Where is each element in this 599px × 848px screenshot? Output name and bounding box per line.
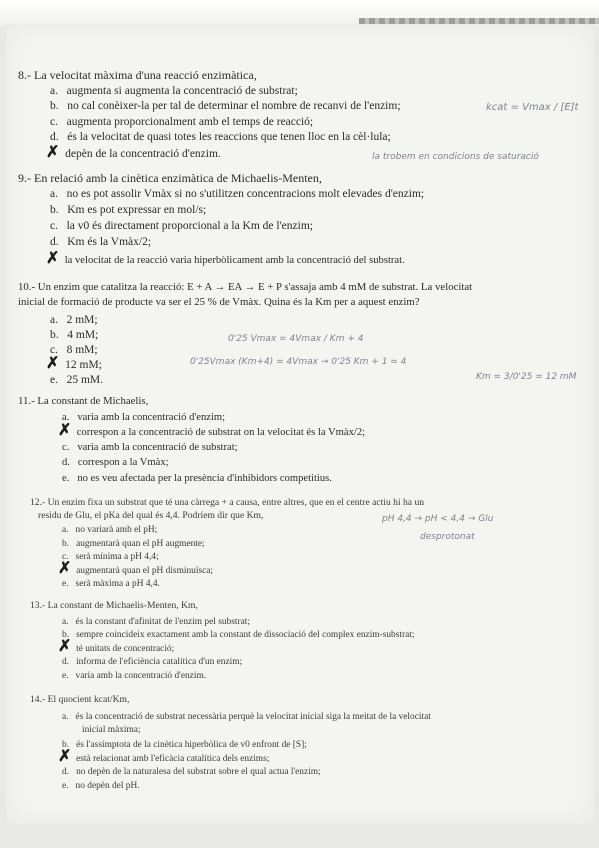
q12-stem-line2: residu de Glu, el pKa del qual és 4,4. Podríem dir que Km, [38, 510, 264, 521]
q14-option-e: e. no depèn del pH. [62, 781, 140, 791]
checkmark-icon: ✗ [58, 422, 72, 439]
q12-stem-line1: 12.- Un enzim fixa un substrat que té una càrrega + a causa, entre altres, que en el centre actiu hi ha un [30, 497, 425, 508]
q10-option-a: a. 2 mM; [50, 314, 98, 326]
checkmark-icon: ✗ [58, 560, 72, 577]
q12-option-c: c. serà mínima a pH 4,4; [62, 552, 159, 562]
q13-option-a: a. és la constant d'afinitat de l'enzim pel substrat; [62, 617, 250, 627]
q12-option-e: e. serà màxima a pH 4,4. [62, 579, 160, 589]
q9-option-b: b. Km es pot expressar en mol/s; [50, 204, 207, 216]
q9-stem: 9.- En relació amb la cinètica enzimàtica de Michaelis-Menten, [18, 171, 322, 185]
q12-option-a: a. no variarà amb el pH; [62, 525, 158, 535]
q14-option-a-cont: inicial màxima; [82, 725, 141, 735]
q14-option-a: a. és la concentració de substrat necessària perquè la velocitat inicial siga la meitat de la velocitat [62, 712, 431, 722]
q14-stem: 14.- El quocient kcat/Km, [30, 694, 130, 705]
handwritten-note: pH 4,4 → pH < 4,4 → Glu [382, 514, 494, 524]
q14-option-c: ✗ està relacionat amb l'eficàcia catalítica dels enzims; [58, 748, 270, 765]
q9-option-c: c. la v0 és directament proporcional a la Km de l'enzim; [50, 220, 313, 232]
q8-option-a: a. augmenta si augmenta la concentració de substrat; [50, 85, 298, 97]
q11-option-b: ✗ correspon a la concentració de substrat on la velocitat és la Vmàx/2; [58, 422, 366, 439]
q14-option-b: b. és l'assímptota de la cinètica hiperbòlica de v0 enfront de [S]; [62, 740, 307, 750]
q9-option-d: d. Km és la Vmàx/2; [50, 236, 152, 248]
q13-option-b: b. sempre coincideix exactament amb la constant de dissociació del complex enzim-substrat; [62, 630, 415, 640]
q11-option-a: a. varia amb la concentració d'enzim; [62, 412, 226, 423]
q10-option-e: e. 25 mM. [50, 374, 104, 386]
checkmark-icon: ✗ [58, 638, 72, 655]
q8-option-c: c. augmenta proporcionalment amb el temps de reacció; [50, 116, 314, 128]
q13-option-e: e. varia amb la concentració d'enzim. [62, 671, 207, 681]
q8-option-b: b. no cal conèixer-la per tal de determinar el nombre de recanvi de l'enzim; [50, 100, 401, 112]
q10-option-d: ✗ 12 mM; [46, 355, 102, 372]
handwritten-note: 0'25 Vmax = 4Vmax / Km + 4 [228, 334, 364, 344]
q10-stem-line2: inicial de formació de producte va ser el 25 % de Vmàx. Quina és la Km per a aquest enzim? [18, 296, 420, 308]
q10-option-b: b. 4 mM; [50, 329, 99, 341]
q13-stem: 13.- La constant de Michaelis-Menten, Km, [30, 600, 198, 611]
q10-stem-line1: 10.- Un enzim que catalitza la reacció: E + A → EA → E + P s'assaja amb 4 mM de substrat. La velocitat [18, 281, 473, 293]
q14-option-d: d. no depèn de la naturalesa del substrat sobre el qual actua l'enzim; [62, 767, 321, 777]
checkmark-icon: ✗ [46, 250, 60, 267]
handwritten-note: la trobem en condicions de saturació [372, 152, 539, 162]
handwritten-note: desprotonat [420, 532, 475, 542]
q11-stem: 11.- La constant de Michaelis, [18, 395, 149, 407]
checkmark-icon: ✗ [58, 748, 72, 765]
q11-option-c: c. varia amb la concentració de substrat; [62, 442, 238, 453]
q12-option-d: ✗ augmentarà quan el pH disminuïsca; [58, 560, 214, 577]
q8-stem: 8.- La velocitat màxima d'una reacció enzimàtica, [18, 68, 257, 82]
checkmark-icon: ✗ [46, 144, 60, 161]
q13-option-c: ✗ té unitats de concentració; [58, 638, 175, 655]
q13-option-d: d. informa de l'eficiència catalítica d'un enzim; [62, 657, 243, 667]
q9-option-a: a. no es pot assolir Vmàx si no s'utilitzen concentracions molt elevades d'enzim; [50, 188, 425, 200]
q8-option-d: d. és la velocitat de quasi totes les reaccions que tenen lloc en la cèl·lula; [50, 131, 391, 143]
q11-option-e: e. no es veu afectada per la presència d'inhibidors competitius. [62, 473, 332, 484]
checkmark-icon: ✗ [46, 355, 60, 372]
q8-option-e: ✗ depèn de la concentració d'enzim. [46, 144, 221, 161]
q10-option-c: c. 8 mM; [50, 344, 98, 356]
page-top-edge [0, 0, 599, 26]
handwritten-note: Km = 3/0'25 = 12 mM [476, 372, 577, 382]
handwritten-note: kcat = Vmax / [E]t [486, 102, 579, 113]
q12-option-b: b. augmentarà quan el pH augmente; [62, 539, 205, 549]
q11-option-d: d. correspon a la Vmàx; [62, 457, 169, 468]
handwritten-note: 0'25Vmax (Km+4) = 4Vmax → 0'25 Km + 1 = 4 [190, 357, 407, 367]
q9-option-e: ✗ la velocitat de la reacció varia hiperbòlicament amb la concentració del substrat. [46, 250, 405, 267]
